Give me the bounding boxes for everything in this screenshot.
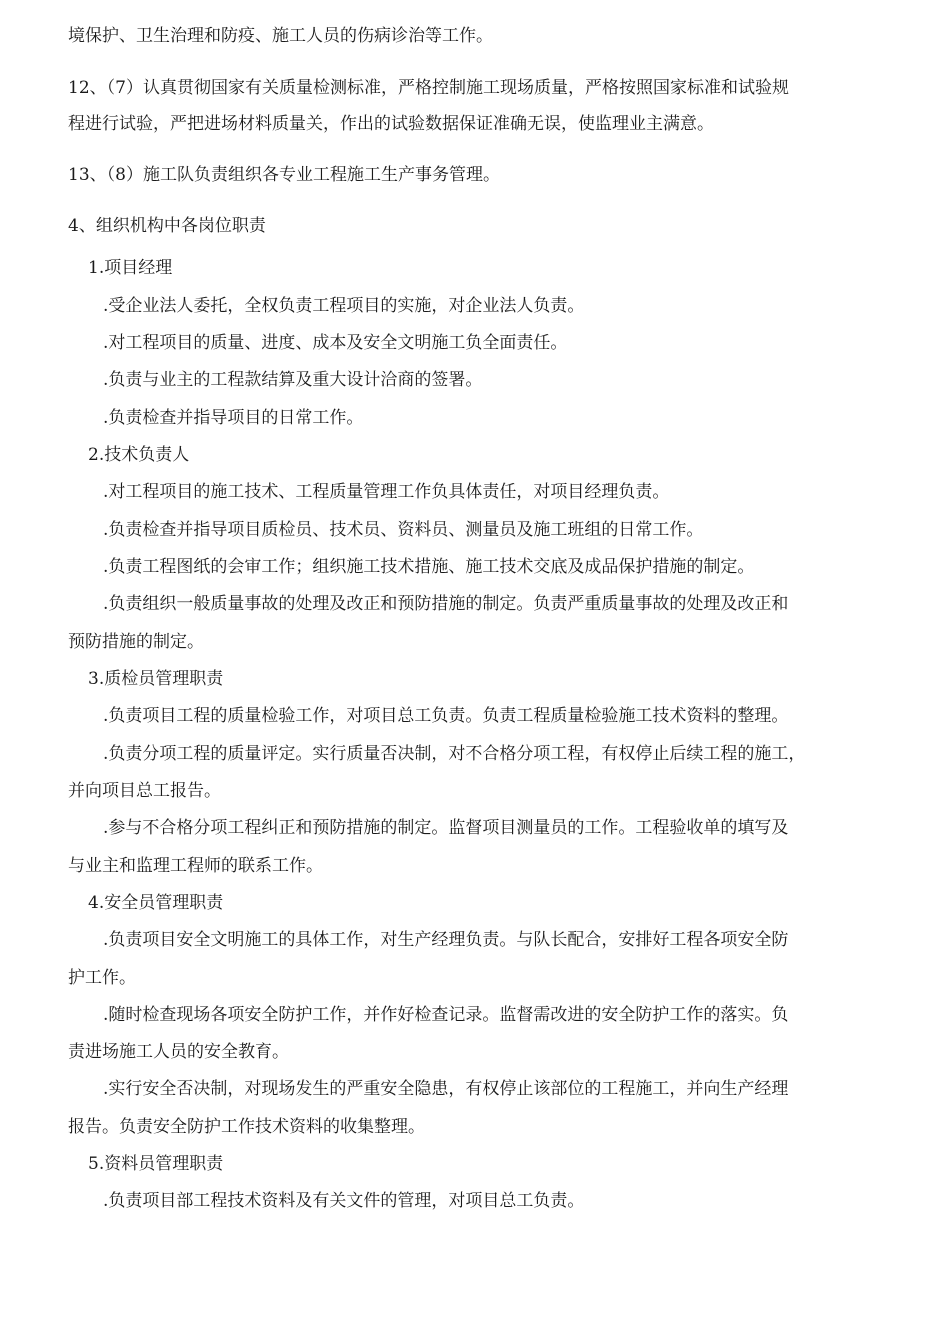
text-line: 预防措施的制定。 [68, 632, 204, 652]
text-line: .负责工程图纸的会审工作；组织施工技术措施、施工技术交底及成品保护措施的制定。 [103, 557, 755, 577]
text-line: 程进行试验，严把进场材料质量关，作出的试验数据保证准确无误，使监理业主满意。 [68, 114, 714, 134]
text-line: 境保护、卫生治理和防疫、施工人员的伤病诊治等工作。 [68, 26, 493, 46]
text-line: .负责组织一般质量事故的处理及改正和预防措施的制定。负责严重质量事故的处理及改正和 [103, 594, 789, 614]
text-line: 责进场施工人员的安全教育。 [68, 1042, 289, 1062]
text-line: .负责检查并指导项目质检员、技术员、资料员、测量员及施工班组的日常工作。 [103, 520, 704, 540]
section-heading: 3.质检员管理职责 [88, 669, 224, 689]
text-line: .实行安全否决制，对现场发生的严重安全隐患，有权停止该部位的工程施工，并向生产经理 [103, 1079, 789, 1099]
text-line: 报告。负责安全防护工作技术资料的收集整理。 [68, 1117, 425, 1137]
text-line: .受企业法人委托，全权负责工程项目的实施，对企业法人负责。 [103, 296, 585, 316]
section-heading: 2.技术负责人 [88, 445, 190, 465]
text-line: .对工程项目的施工技术、工程质量管理工作负具体责任，对项目经理负责。 [103, 482, 670, 502]
text-line: .对工程项目的质量、进度、成本及安全文明施工负全面责任。 [103, 333, 568, 353]
text-line: 与业主和监理工程师的联系工作。 [68, 856, 323, 876]
text-line: 12、（7）认真贯彻国家有关质量检测标准，严格控制施工现场质量，严格按照国家标准和试验规 [68, 78, 789, 98]
text-line: .参与不合格分项工程纠正和预防措施的制定。监督项目测量员的工作。工程验收单的填写及 [103, 818, 789, 838]
text-line: .随时检查现场各项安全防护工作，并作好检查记录。监督需改进的安全防护工作的落实。负 [103, 1005, 789, 1025]
text-line: 13、（8）施工队负责组织各专业工程施工生产事务管理。 [68, 165, 500, 185]
text-line: .负责检查并指导项目的日常工作。 [103, 408, 364, 428]
text-line: 护工作。 [68, 968, 136, 988]
text-line: 4、组织机构中各岗位职责 [68, 216, 266, 236]
text-line: .负责项目工程的质量检验工作，对项目总工负责。负责工程质量检验施工技术资料的整理。 [103, 706, 789, 726]
text-line: .负责分项工程的质量评定。实行质量否决制，对不合格分项工程，有权停止后续工程的施工， [103, 744, 806, 764]
text-line: .负责项目部工程技术资料及有关文件的管理，对项目总工负责。 [103, 1191, 585, 1211]
text-line: 并向项目总工报告。 [68, 781, 221, 801]
section-heading: 1.项目经理 [88, 258, 173, 278]
section-heading: 4.安全员管理职责 [88, 893, 224, 913]
text-line: .负责与业主的工程款结算及重大设计洽商的签署。 [103, 370, 483, 390]
text-line: .负责项目安全文明施工的具体工作，对生产经理负责。与队长配合，安排好工程各项安全防 [103, 930, 789, 950]
section-heading: 5.资料员管理职责 [88, 1154, 224, 1174]
